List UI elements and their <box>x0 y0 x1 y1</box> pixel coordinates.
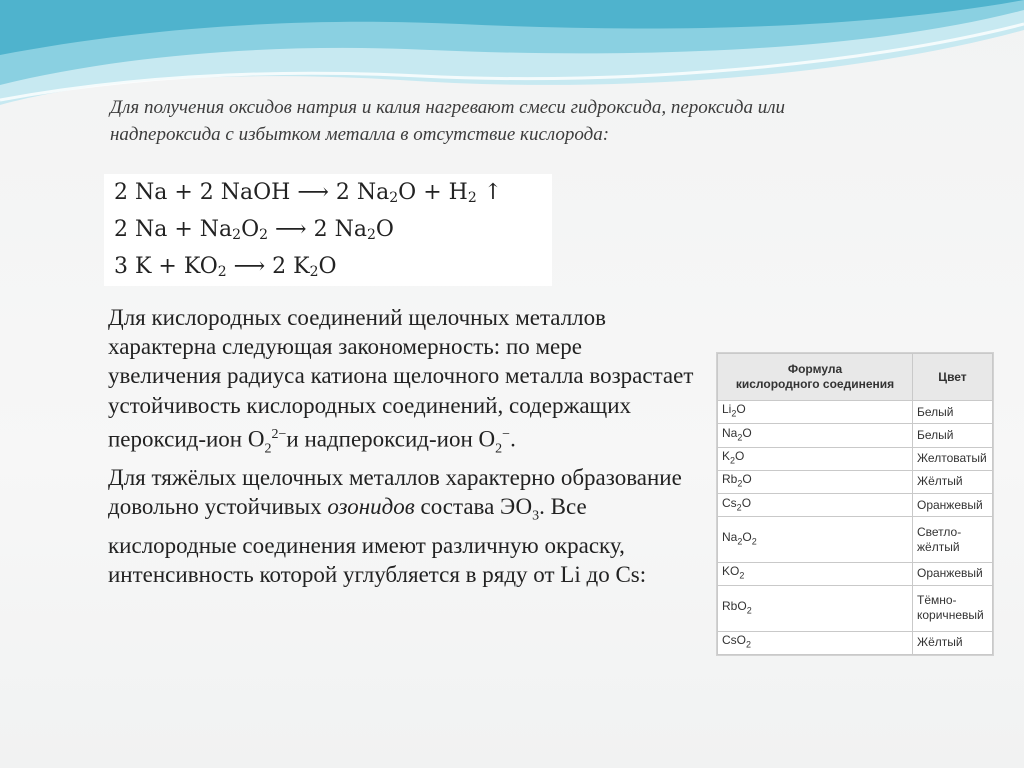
formula-element: Li <box>722 402 732 417</box>
table-row <box>718 470 993 493</box>
equation-3-subscript: 2 <box>217 264 227 280</box>
color-name-line2: жёлтый <box>917 539 960 554</box>
equation-2-subscript: 2 <box>232 227 242 243</box>
formula-subscript: 2 <box>730 455 736 466</box>
equation-3-part: 3 K + KO <box>114 254 218 279</box>
formula-oxygen: O <box>730 564 740 579</box>
header-formula <box>718 354 913 401</box>
ozonide-subscript: 3 <box>532 509 540 525</box>
equation-1-part: ↑ <box>476 180 503 205</box>
formula-cell <box>718 470 913 493</box>
formula-oxygen: O <box>741 495 752 510</box>
formula-cell <box>718 424 913 447</box>
equations-block <box>104 174 552 286</box>
peroxide-charge: 2− <box>271 426 287 442</box>
formula-subscript: 2 <box>737 478 743 489</box>
formula-element: Cs <box>722 633 737 648</box>
color-cell <box>913 562 993 585</box>
formula-element: K <box>722 564 731 579</box>
table-row <box>718 447 993 470</box>
formula-subscript: 2 <box>731 408 737 419</box>
equation-3-part: ⟶ 2 K <box>226 254 310 279</box>
equation-2 <box>114 211 552 248</box>
oxide-color-table <box>716 352 994 656</box>
equation-2-part: O <box>375 217 394 242</box>
equation-1 <box>114 174 552 211</box>
paragraph-1-text: и надпероксид-ион O <box>286 426 496 452</box>
formula-cell <box>718 562 913 585</box>
table-row <box>718 517 993 563</box>
color-cell <box>913 470 993 493</box>
color-cell <box>913 631 993 654</box>
color-cell <box>913 401 993 424</box>
formula-subscript: 2 <box>739 570 745 581</box>
formula-cell <box>718 631 913 654</box>
paragraph-stability <box>108 303 698 463</box>
formula-element: K <box>722 448 731 463</box>
equation-2-subscript: 2 <box>366 227 376 243</box>
formula-oxygen: O <box>735 448 745 463</box>
formula-oxygen: O <box>742 472 752 487</box>
formula-subscript: 2 <box>746 605 752 616</box>
table-row <box>718 631 993 654</box>
formula-oxygen: O <box>736 633 747 648</box>
formula-oxygen: O <box>736 402 746 417</box>
paragraph-2-text: . Все кислородные соединения имеют различную окраску, интенсивность которой углубляется в ряду от Li до Cs: <box>108 494 647 588</box>
formula-subscript: 2 <box>736 501 742 512</box>
formula-subscript: 2 <box>751 536 757 547</box>
color-name: Белый <box>917 404 954 419</box>
formula-element: Rb <box>722 598 738 613</box>
formula-subscript: 2 <box>737 536 743 547</box>
paragraph-1-text: . <box>510 426 516 452</box>
formula-element: Rb <box>722 472 738 487</box>
formula-subscript: 2 <box>737 432 743 443</box>
table-row <box>718 562 993 585</box>
main-text <box>108 303 698 590</box>
table-row <box>718 494 993 517</box>
equation-2-part: 2 Na + Na <box>114 217 233 242</box>
color-cell <box>913 517 993 563</box>
formula-oxygen: O <box>737 598 747 613</box>
formula-oxygen: O <box>742 529 752 544</box>
formula-element: Na <box>722 529 738 544</box>
header-formula-line: кислородного соединения <box>735 377 895 391</box>
color-name-line2: коричневый <box>917 608 984 623</box>
color-name: Оранжевый <box>917 497 983 512</box>
table-row <box>718 586 993 632</box>
equation-1-subscript: 2 <box>467 190 477 206</box>
header-color: Цвет <box>913 354 993 401</box>
equation-3-subscript: 2 <box>309 264 319 280</box>
equation-1-part: O + H <box>398 180 468 205</box>
color-name: Тёмно- <box>917 593 957 608</box>
formula-oxygen: O <box>742 425 752 440</box>
color-name: Жёлтый <box>917 474 963 489</box>
equation-3 <box>114 248 552 285</box>
header-formula-line: Формула <box>787 362 843 376</box>
formula-element: Cs <box>722 495 737 510</box>
equation-1-subscript: 2 <box>389 190 399 206</box>
formula-cell <box>718 494 913 517</box>
superoxide-charge: − <box>502 426 511 442</box>
color-table <box>717 353 993 655</box>
peroxide-subscript: 2 <box>264 441 272 457</box>
equation-2-part: ⟶ 2 Na <box>268 217 367 242</box>
table-header-row <box>718 354 993 401</box>
ozonides-term: озонидов <box>327 494 415 520</box>
superoxide-subscript: 2 <box>495 441 503 457</box>
table-row <box>718 424 993 447</box>
color-name: Оранжевый <box>917 566 983 581</box>
paragraph-2-text: состава ЭО <box>414 494 533 520</box>
paragraph-1-text: Для кислородных соединений щелочных металлов характерна следующая закономерность: по мере увеличения радиуса катиона щелочного металла возрастает устойчивость кислородных соединений, содержащих пероксид-ион O <box>108 305 694 452</box>
table-row <box>718 401 993 424</box>
equation-2-subscript: 2 <box>259 227 269 243</box>
equation-2-part: O <box>241 217 260 242</box>
color-cell <box>913 494 993 517</box>
equation-3-part: O <box>318 254 337 279</box>
equation-1-part: 2 Na + 2 NaOH ⟶ 2 Na <box>114 180 390 205</box>
formula-cell <box>718 517 913 563</box>
formula-cell <box>718 586 913 632</box>
color-name: Жёлтый <box>917 635 963 650</box>
paragraph-2-text: Для тяжёлых щелочных металлов характерно образование довольно устойчивых <box>108 465 682 520</box>
color-name: Светло- <box>917 524 962 539</box>
paragraph-ozonides <box>108 463 698 589</box>
intro-text: Для получения оксидов натрия и калия нагревают смеси гидроксида, пероксида или надпероксида с избытком металла в отсутствие кислорода: <box>110 97 786 145</box>
formula-subscript: 2 <box>746 639 752 650</box>
color-name: Желтоватый <box>917 451 987 466</box>
formula-element: Na <box>722 425 738 440</box>
color-cell <box>913 447 993 470</box>
color-cell <box>913 586 993 632</box>
color-cell <box>913 424 993 447</box>
formula-cell <box>718 401 913 424</box>
formula-cell <box>718 447 913 470</box>
color-name: Белый <box>917 427 954 442</box>
